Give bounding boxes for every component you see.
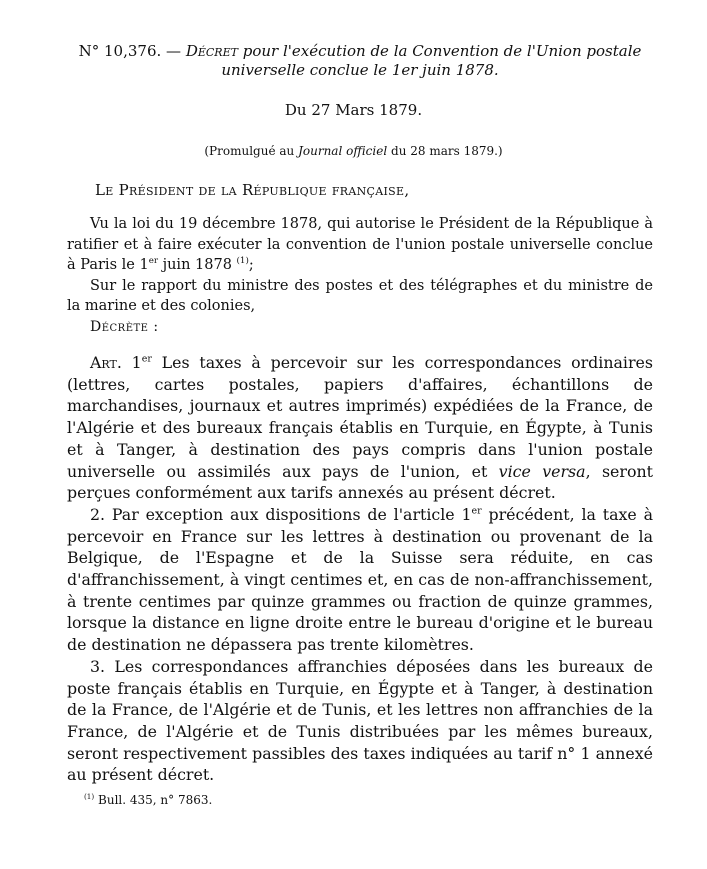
decree-title — [60, 42, 660, 80]
article-2-text-b: précédent, la taxe à percevoir en France sur les lettres à destination ou provenant de la Belgique, de l'Espagne et de la Suisse sera réduite, en cas d'affranchissement, à vingt centimes et, en cas de non-affranchissement, à trente centimes par quinze grammes ou fraction de quinze grammes, lorsque la distance en ligne droite entre le bureau d'origine et le bureau de destination ne dépassera pas trente kilomètres. — [67, 504, 653, 655]
president-heading: Le Président de la République française, — [95, 181, 410, 199]
article-1-label: Art. 1 — [90, 353, 142, 372]
journal-name: Journal officiel — [298, 144, 388, 158]
footnote — [84, 793, 212, 807]
preamble-law-text: Vu la loi du 19 décembre 1878, qui autorise le Président de la République à ratifier et à faire exécuter la convention de l'union postale universelle conclue à Paris le 1 — [67, 216, 653, 273]
preamble-law — [67, 214, 653, 276]
article-1-text-a: Les taxes à percevoir sur les correspondances ordinaires (lettres, cartes postales, papiers d'affaires, échantillons de marchandises, journaux et autres imprimés) expédiées de la France, de l'Algérie et des bureaux français établis en Turquie, en Égypte, à Tunis et à Tanger, à destination des pays compris dans l'union postale universelle ou assimilés aux pays de l'union, et — [67, 353, 653, 481]
promulgation-suffix: du 28 mars 1879.) — [391, 144, 503, 158]
preamble-sup: er — [148, 256, 158, 267]
footnote-text: Bull. 435, n° 7863. — [98, 793, 213, 807]
article-2 — [67, 504, 653, 656]
decree-date: Du 27 Mars 1879. — [284, 101, 423, 119]
article-1-text-b: , seront perçues conformément aux tarifs annexés au présent décret. — [67, 461, 653, 503]
decree-word: Décret — [185, 42, 238, 60]
article-3: 3. Les correspondances affranchies déposées dans les bureaux de poste français établis en Turquie, en Égypte et à Tanger, à destination de la France, de l'Algérie et de Tunis, et les lettres non affranchies de la France, de l'Algérie et de Tunis distribuées par les mêmes bureaux, seront respectivement passibles des taxes indiquées au tarif n° 1 annexé au présent décret. — [67, 656, 653, 785]
article-2-text-a: 2. Par exception aux dispositions de l'article 1 — [90, 504, 472, 524]
title-dash: — — [166, 42, 182, 60]
preamble-end: ; — [248, 257, 254, 273]
decree-articles — [67, 352, 653, 786]
article-1-sup: er — [141, 353, 152, 365]
promulgation-note — [0, 144, 707, 158]
decrete-label: Décrète : — [90, 319, 159, 335]
article-1 — [67, 352, 653, 504]
promulgation-prefix: (Promulgué au — [204, 144, 295, 158]
decree-title-text: pour l'exécution de la Convention de l'Union postale universelle conclue le 1er juin 1878. — [221, 42, 642, 79]
article-2-sup: er — [471, 505, 482, 517]
preamble-report: Sur le rapport du ministre des postes et des télégraphes et du ministre de la marine et des colonies, — [67, 277, 653, 314]
footnote-marker: (1) — [84, 792, 95, 801]
footnote-ref: (1) — [236, 256, 249, 267]
preamble-date: juin 1878 — [157, 257, 232, 273]
decree-number: N° 10,376. — [78, 42, 162, 60]
preamble — [67, 214, 653, 317]
vice-versa: vice versa — [498, 461, 586, 481]
